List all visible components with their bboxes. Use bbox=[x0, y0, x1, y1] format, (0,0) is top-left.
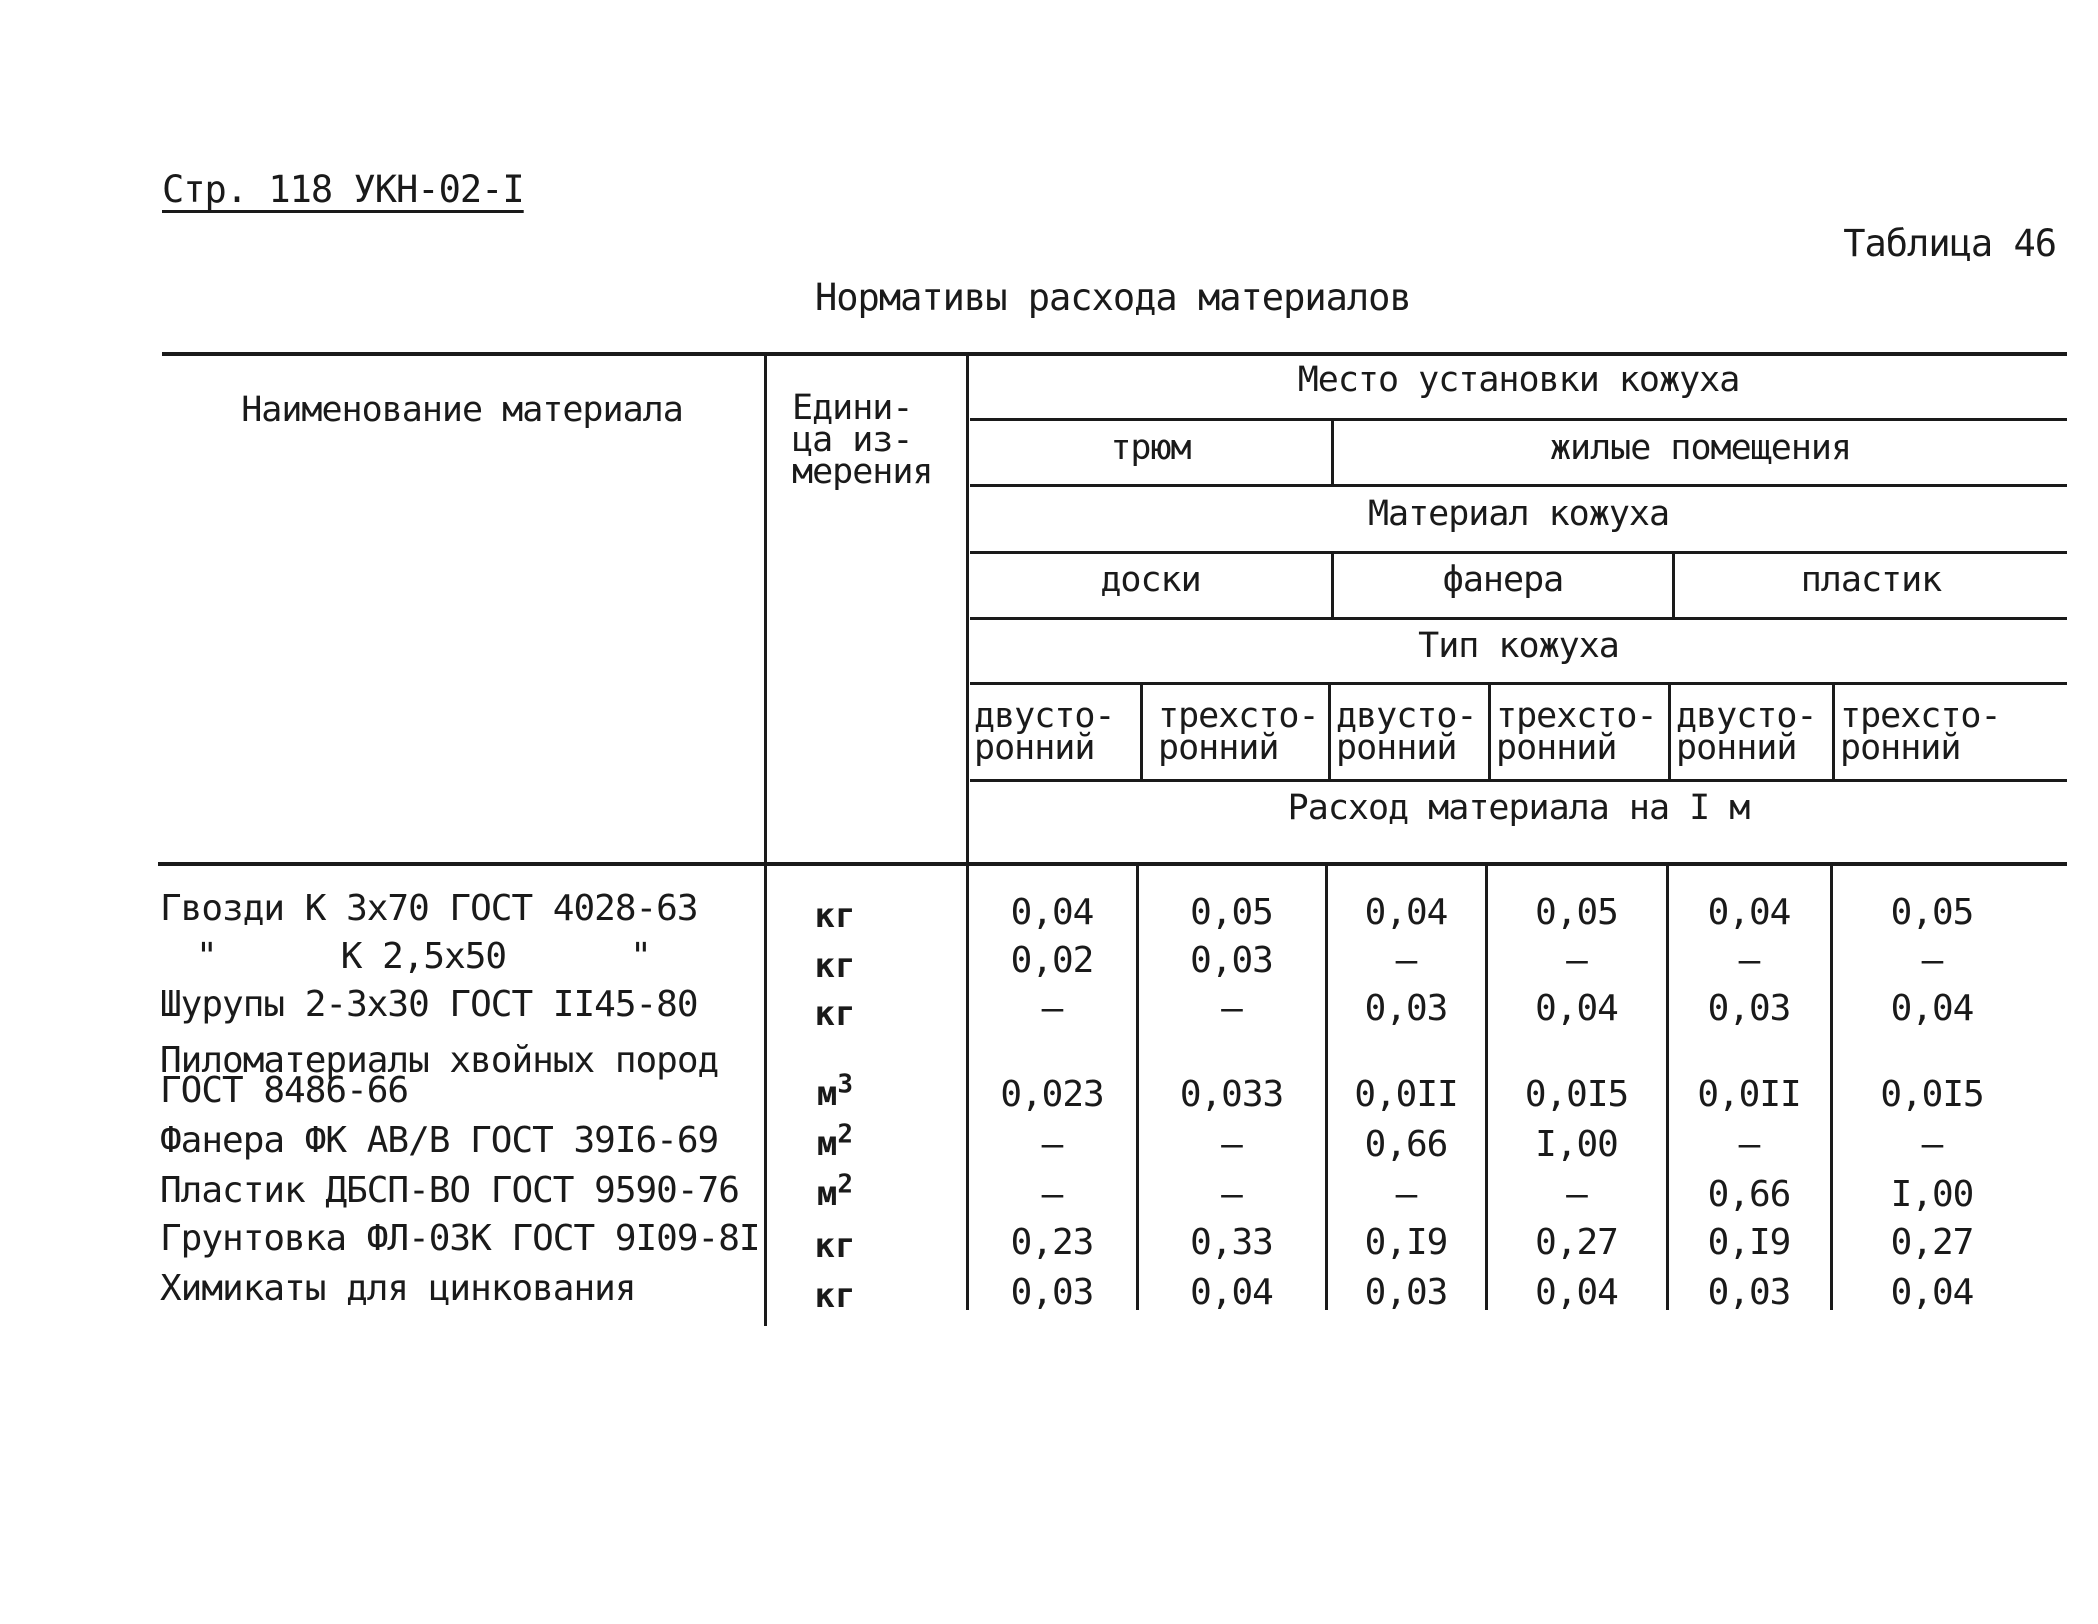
header-plywood: фанера bbox=[1442, 560, 1564, 600]
row-value: – bbox=[1738, 940, 1760, 981]
row-value: 0,03 bbox=[1707, 988, 1791, 1029]
row-value: I,00 bbox=[1535, 1124, 1618, 1165]
row-value: 0,03 bbox=[1364, 988, 1448, 1029]
page-reference: Стр. 118 УКН-02-I bbox=[162, 168, 524, 211]
table-number: Таблица 46 bbox=[1843, 222, 2056, 265]
row-material-name: Шурупы 2-3х30 ГОСТ II45-80 bbox=[160, 984, 698, 1025]
type-divider-2 bbox=[1328, 682, 1331, 779]
header-casing-type: Тип кожуха bbox=[1418, 626, 1619, 666]
row-unit-exponent: 2 bbox=[837, 1119, 854, 1150]
row-unit: кг bbox=[814, 946, 856, 986]
row-value: 0,0I5 bbox=[1880, 1074, 1984, 1115]
row-value: – bbox=[1221, 988, 1242, 1029]
row-value: 0,27 bbox=[1535, 1222, 1618, 1263]
type-header-1: двусто- ронний bbox=[974, 696, 1115, 768]
rule-under-type-kind bbox=[970, 779, 2067, 782]
row-value: 0,03 bbox=[1364, 1272, 1448, 1313]
row-material-name: " К 2,5х50 " bbox=[196, 936, 651, 977]
row-value: – bbox=[1395, 940, 1417, 981]
row-unit-base: м bbox=[816, 1124, 838, 1164]
type-divider-3 bbox=[1488, 682, 1491, 779]
row-value: – bbox=[1041, 1174, 1063, 1215]
row-value: – bbox=[1921, 1124, 1943, 1165]
row-unit-exponent: 3 bbox=[837, 1069, 854, 1100]
row-value: 0,23 bbox=[1010, 1222, 1094, 1263]
row-value: 0,04 bbox=[1535, 1272, 1618, 1313]
row-value: – bbox=[1738, 1124, 1760, 1165]
row-value: 0,04 bbox=[1364, 892, 1448, 933]
top-rule bbox=[162, 352, 2067, 356]
header-plastic: пластик bbox=[1800, 560, 1942, 600]
row-value: 0,02 bbox=[1010, 940, 1094, 981]
row-value: 0,I9 bbox=[1707, 1222, 1791, 1263]
rule-under-place bbox=[970, 418, 2067, 421]
row-unit-base: м bbox=[816, 1174, 838, 1214]
type-header-6: трехсто- ронний bbox=[1840, 696, 2001, 768]
row-value: 0,05 bbox=[1890, 892, 1974, 933]
row-value: – bbox=[1041, 1124, 1063, 1165]
type-header-4: трехсто- ронний bbox=[1496, 696, 1657, 768]
type-divider-5 bbox=[1832, 682, 1835, 779]
row-value: 0,0II bbox=[1354, 1074, 1458, 1115]
row-value: – bbox=[1221, 1174, 1242, 1215]
row-value: 0,33 bbox=[1190, 1222, 1273, 1263]
row-value: 0,05 bbox=[1535, 892, 1618, 933]
rule-under-material-kind bbox=[970, 617, 2067, 620]
row-value: 0,04 bbox=[1190, 1272, 1273, 1313]
type-header-2: трехсто- ронний bbox=[1158, 696, 1319, 768]
type-header-5: двусто- ронний bbox=[1676, 696, 1817, 768]
rule-under-place-kind bbox=[970, 484, 2067, 487]
row-value: – bbox=[1566, 940, 1587, 981]
row-unit bbox=[770, 1069, 900, 1114]
row-unit: кг bbox=[814, 994, 856, 1034]
row-unit: кг bbox=[814, 1226, 856, 1266]
rule-under-material bbox=[970, 551, 2067, 554]
row-value: 0,04 bbox=[1535, 988, 1618, 1029]
row-value: – bbox=[1395, 1174, 1417, 1215]
row-unit: кг bbox=[814, 1276, 856, 1316]
row-material-name: Гвозди К 3х70 ГОСТ 4028-63 bbox=[160, 888, 698, 929]
header-boards: доски bbox=[1100, 560, 1201, 600]
col-divider-unit-values bbox=[966, 352, 969, 1310]
row-value: – bbox=[1921, 940, 1943, 981]
row-value: 0,023 bbox=[1000, 1074, 1104, 1115]
row-value: – bbox=[1221, 1124, 1242, 1165]
header-unit: Едини- ца из- мерения bbox=[792, 388, 933, 492]
table-title: Нормативы расхода материалов bbox=[815, 276, 1411, 319]
header-consumption: Расход материала на I м bbox=[1287, 788, 1750, 828]
row-value: 0,05 bbox=[1190, 892, 1273, 933]
header-material-name: Наименование материала bbox=[241, 390, 683, 430]
row-value: 0,03 bbox=[1010, 1272, 1094, 1313]
row-value: 0,66 bbox=[1707, 1174, 1791, 1215]
row-value: 0,0II bbox=[1697, 1074, 1801, 1115]
row-material-name: Фанера ФК АВ/В ГОСТ 39I6-69 bbox=[160, 1120, 719, 1161]
row-material-name: Грунтовка ФЛ-03К ГОСТ 9I09-8I bbox=[160, 1218, 760, 1259]
row-value: I,00 bbox=[1890, 1174, 1974, 1215]
row-value: 0,0I5 bbox=[1524, 1074, 1629, 1115]
row-unit bbox=[770, 1119, 900, 1164]
type-divider-1 bbox=[1140, 682, 1143, 779]
row-value: 0,I9 bbox=[1364, 1222, 1448, 1263]
row-material-name: Химикаты для цинкования bbox=[160, 1268, 636, 1309]
header-hold: трюм bbox=[1110, 428, 1191, 468]
row-value: 0,04 bbox=[1010, 892, 1094, 933]
row-unit-base: м bbox=[816, 1074, 838, 1114]
row-unit bbox=[770, 1169, 900, 1214]
row-value: 0,03 bbox=[1190, 940, 1273, 981]
row-value: – bbox=[1041, 988, 1063, 1029]
row-value: 0,04 bbox=[1890, 1272, 1974, 1313]
row-unit: кг bbox=[814, 896, 856, 936]
header-install-place: Место установки кожуха bbox=[1297, 360, 1740, 400]
row-value: 0,03 bbox=[1707, 1272, 1791, 1313]
row-value: 0,66 bbox=[1364, 1124, 1448, 1165]
rule-under-type bbox=[970, 682, 2067, 685]
header-casing-material: Материал кожуха bbox=[1367, 494, 1670, 534]
row-value: – bbox=[1566, 1174, 1587, 1215]
row-unit-exponent: 2 bbox=[837, 1169, 854, 1200]
row-value: 0,27 bbox=[1890, 1222, 1974, 1263]
type-header-3: двусто- ронний bbox=[1336, 696, 1477, 768]
col-divider-name-unit bbox=[764, 352, 767, 1326]
row-value: 0,04 bbox=[1890, 988, 1974, 1029]
type-divider-4 bbox=[1668, 682, 1671, 779]
row-material-name: Пиломатериалы хвойных пород ГОСТ 8486-66 bbox=[160, 1040, 719, 1111]
row-value: 0,033 bbox=[1179, 1074, 1284, 1115]
row-value: 0,04 bbox=[1707, 892, 1791, 933]
header-living-quarters: жилые помещения bbox=[1549, 428, 1852, 468]
header-bottom-rule bbox=[158, 862, 2067, 866]
row-material-name: Пластик ДБСП-ВО ГОСТ 9590-76 bbox=[160, 1170, 739, 1211]
